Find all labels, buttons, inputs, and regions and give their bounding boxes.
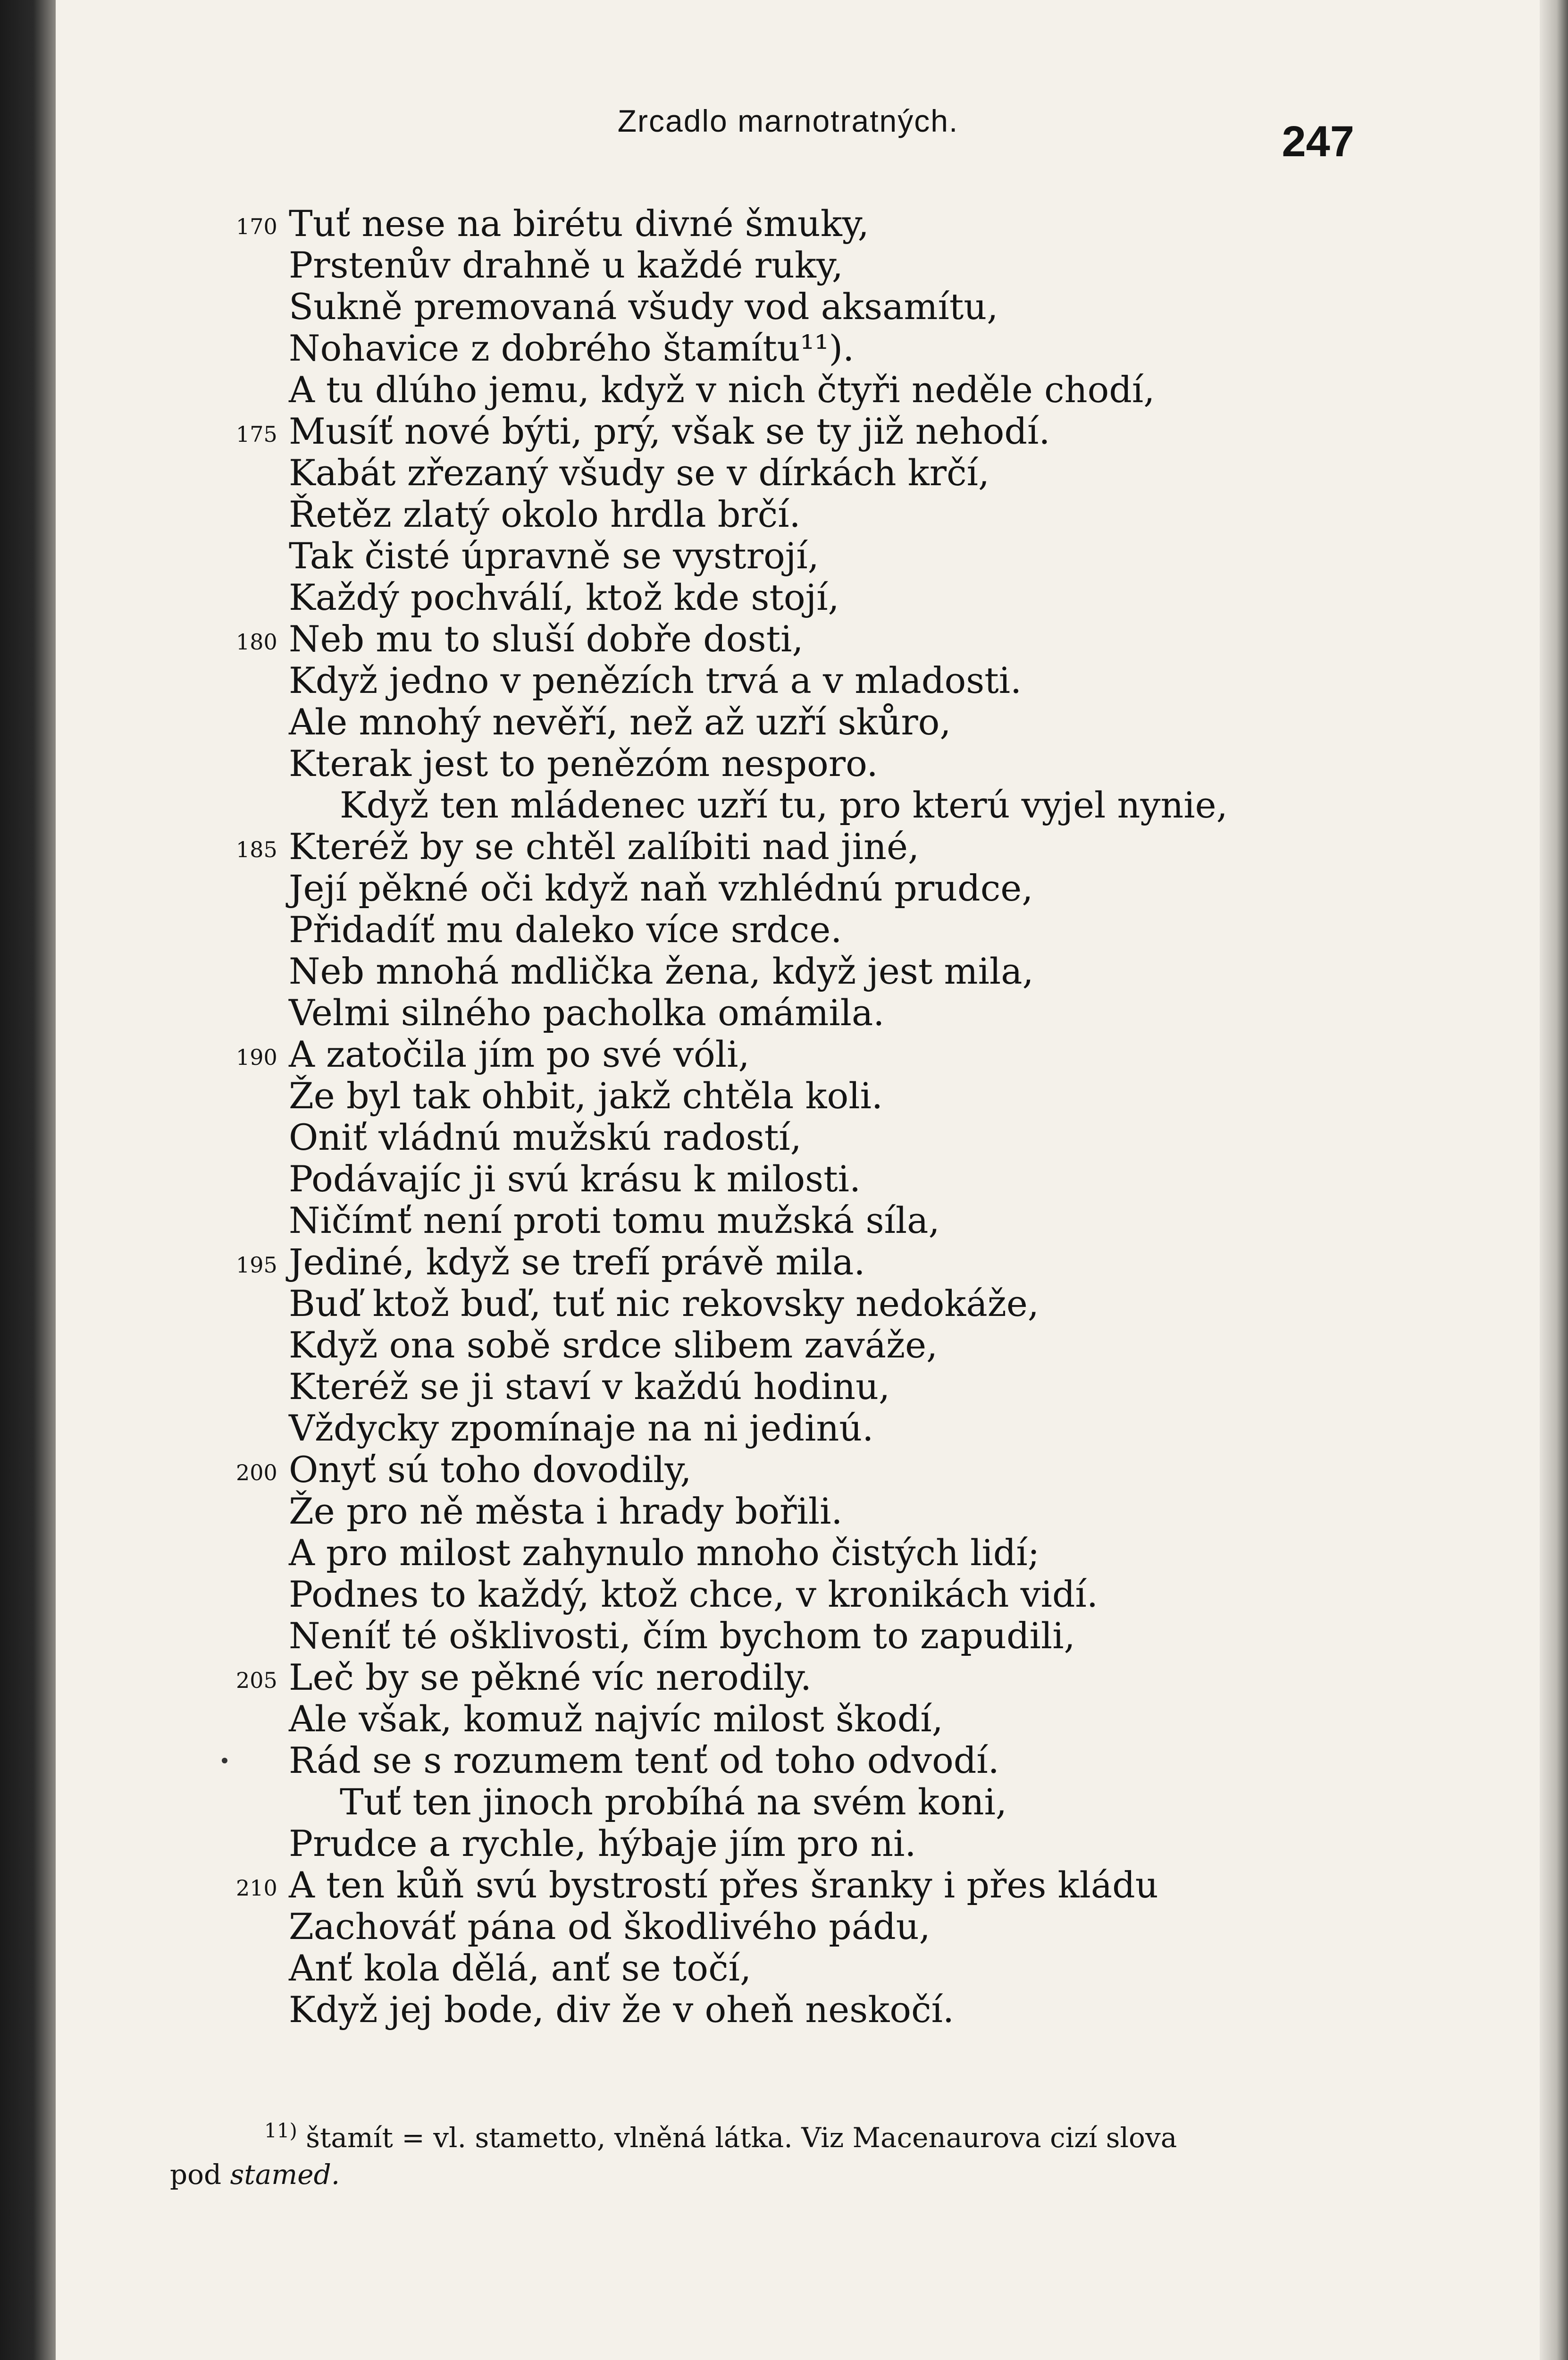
verse-text: Řetěz zlatý okolo hrdla brčí. [289,493,801,535]
verse-line [0,1740,1568,1781]
verse-line [0,1574,1568,1615]
verse-line [0,1408,1568,1449]
verse-number: 190 [236,1045,277,1070]
verse-line [0,411,1568,452]
footnote-line-1 [170,2119,1378,2156]
verse-text: Kterak jest to penězóm nesporo. [289,742,878,784]
verse-line [0,1491,1568,1532]
verse-text: Tuť nese na birétu divné šmuky, [289,202,869,244]
verse-line [0,244,1568,286]
verse-line [0,535,1568,577]
verse-line [0,1698,1568,1740]
verse-text: Prstenův drahně u každé ruky, [289,244,843,286]
verse-line [0,1615,1568,1657]
verse-line [0,1947,1568,1989]
verse-line [0,743,1568,784]
verse-line [0,1324,1568,1366]
verse-text: Když jedno v penězích trvá a v mladosti. [289,659,1022,701]
verse-text: Když ona sobě srdce slibem zaváže, [289,1324,938,1366]
verse-line [0,369,1568,411]
verse-text: Prudce a rychle, hýbaje jím pro ni. [289,1822,916,1864]
running-header: Zrcadlo marnotratných. [617,103,959,138]
verse-text: Anť kola dělá, anť se točí, [289,1947,752,1989]
verse-line [0,660,1568,701]
footnote-line-2 [170,2156,1378,2193]
verse-text: Musíť nové býti, prý, však se ty již nehodí. [289,410,1050,452]
verse-line [0,701,1568,743]
verse-text: Rád se s rozumem tenť od toho odvodí. [289,1739,999,1781]
footnote-italic-term: stamed. [230,2158,340,2191]
verse-line [0,826,1568,868]
verse-text: Tuť ten jinoch probíhá na svém koni, [340,1781,1007,1823]
verse-text: Neb mnohá mdlička žena, když jest mila, [289,950,1034,992]
verse-line [0,1283,1568,1324]
verse-text: Onyť sú toho dovodily, [289,1449,692,1491]
verse-text: Kteréž by se chtěl zalíbiti nad jiné, [289,826,920,868]
margin-dot [222,1758,227,1763]
verse-text: Kteréž se ji staví v každú hodinu, [289,1365,890,1408]
verse-line [0,1200,1568,1241]
verse-line [0,1075,1568,1117]
verse-number: 210 [236,1875,277,1901]
verse-text: Vždycky zpomínaje na ni jedinú. [289,1407,874,1449]
footnote-text: štamít = vl. stametto, vlněná látka. Viz Macenaurova cizí slova [306,2122,1177,2154]
verse-text: Buď ktož buď, tuť nic rekovsky nedokáže, [289,1282,1039,1324]
verse-text: Ničímť není proti tomu mužská síla, [289,1199,940,1241]
verse-number: 195 [236,1252,277,1278]
verse-line [0,951,1568,992]
verse-line [0,1906,1568,1947]
verse-number: 200 [236,1460,277,1485]
footnote-marker: 11) [264,2119,297,2142]
verse-text: Ale však, komuž najvíc milost škodí, [289,1698,943,1740]
verse-text: Nohavice z dobrého štamítu¹¹). [289,327,855,369]
verse-text: Neníť té ošklivosti, čím bychom to zapudili, [289,1615,1075,1657]
verse-text: Oniť vládnú mužskú radostí, [289,1116,802,1158]
verse-line [0,203,1568,244]
verse-line [0,1158,1568,1200]
verse-line [0,1781,1568,1823]
verse-text: Sukně premovaná všudy vod aksamítu, [289,286,998,328]
verse-text: Ale mnohý nevěří, než až uzří skůro, [289,701,951,743]
verse-line [0,328,1568,369]
verse-line [0,452,1568,494]
verse-text: Neb mu to sluší dobře dosti, [289,618,804,660]
verse-line [0,992,1568,1034]
verse-line [0,909,1568,951]
footnote-prefix: pod [170,2158,230,2191]
verse-block [0,203,1568,2031]
verse-line [0,1823,1568,1864]
verse-line [0,1989,1568,2031]
verse-text: Že byl tak ohbit, jakž chtěla koli. [289,1075,883,1117]
verse-number: 180 [236,629,277,655]
verse-line [0,868,1568,909]
verse-line [0,1117,1568,1158]
verse-text: Přidadíť mu daleko více srdce. [289,909,842,951]
verse-text: A pro milost zahynulo mnoho čistých lidí; [289,1532,1040,1574]
verse-line [0,1034,1568,1075]
verse-text: Každý pochválí, ktož kde stojí, [289,576,839,618]
verse-text: A tu dlúho jemu, když v nich čtyři neděle chodí, [289,369,1155,411]
verse-text: Kabát zřezaný všudy se v dírkách krčí, [289,452,990,494]
verse-text: A ten kůň svú bystrostí přes šranky i přes kládu [289,1864,1158,1906]
verse-number: 185 [236,837,277,862]
verse-number: 175 [236,421,277,447]
verse-line [0,1864,1568,1906]
verse-text: Že pro ně města i hrady bořili. [289,1490,843,1532]
verse-text: Zachováť pána od škodlivého pádu, [289,1905,931,1947]
verse-line [0,1366,1568,1408]
verse-text: Její pěkné oči když naň vzhlédnú prudce, [289,867,1033,909]
verse-line [0,1241,1568,1283]
verse-number: 170 [236,214,277,239]
verse-number: 205 [236,1668,277,1693]
verse-line [0,1657,1568,1698]
verse-text: Když ten mládenec uzří tu, pro kterú vyjel nynie, [340,784,1228,826]
verse-text: Jediné, když se trefí právě mila. [289,1241,865,1283]
verse-line [0,1532,1568,1574]
verse-line [0,618,1568,660]
verse-text: Když jej bode, div že v oheň neskočí. [289,1989,955,2031]
verse-line [0,1449,1568,1491]
page-number: 247 [1282,118,1354,166]
verse-text: Velmi silného pacholka omámila. [289,992,885,1034]
verse-line [0,494,1568,535]
verse-text: Leč by se pěkné víc nerodily. [289,1656,812,1698]
verse-text: Podnes to každý, ktož chce, v kronikách vidí. [289,1573,1098,1615]
verse-text: A zatočila jím po své vóli, [289,1033,750,1075]
verse-text: Tak čisté úpravně se vystrojí, [289,535,819,577]
verse-line [0,577,1568,618]
verse-text: Podávajíc ji svú krásu k milosti. [289,1158,861,1200]
verse-line [0,784,1568,826]
verse-line [0,286,1568,328]
footnote [170,2119,1378,2193]
